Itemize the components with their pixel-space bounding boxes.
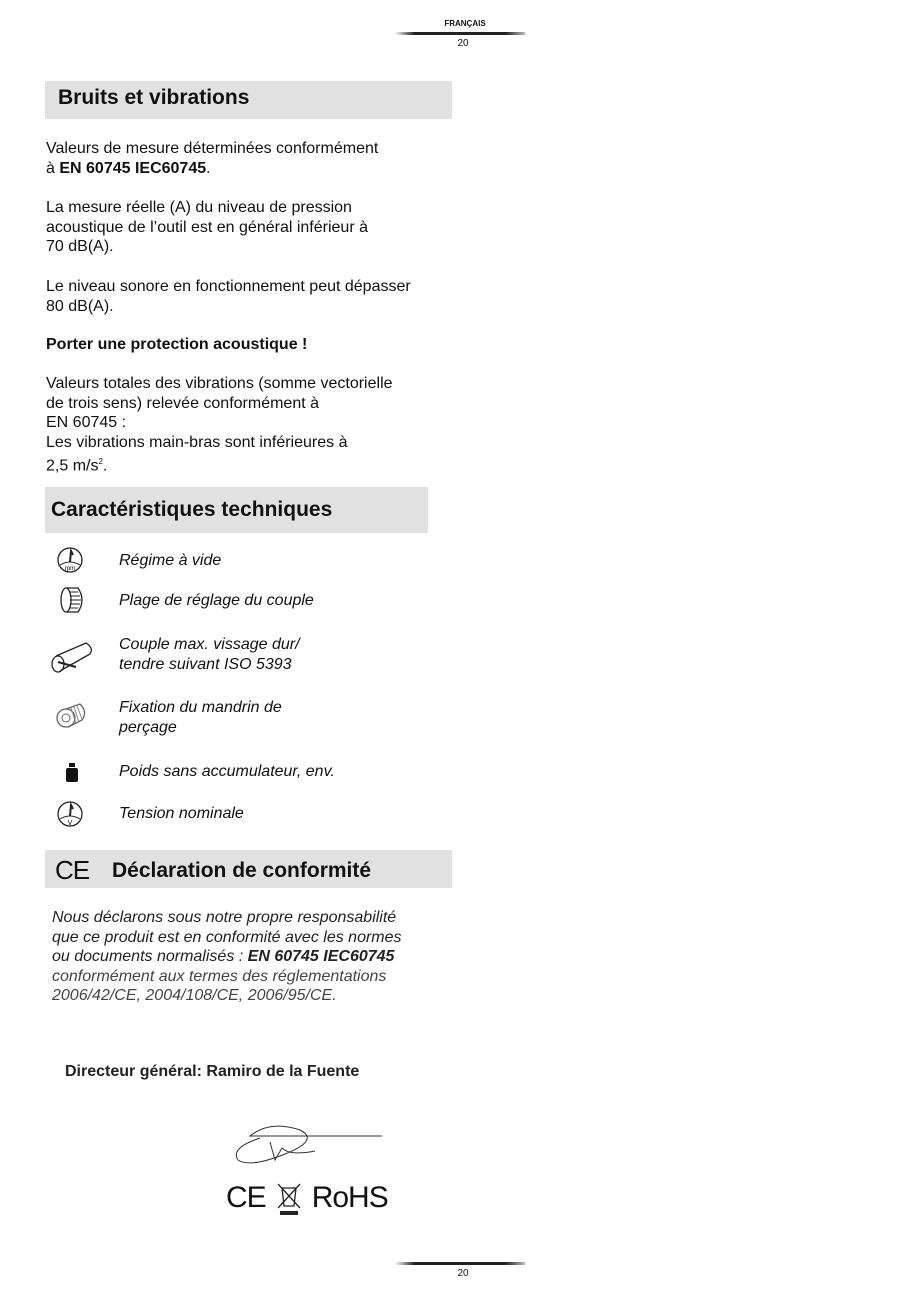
spec-label-voltage: Tension nominale [119, 805, 244, 822]
header-rule [395, 32, 525, 35]
pressure-paragraph: La mesure réelle (A) du niveau de pression acoustique de l’outil est en général inférieur à 70 dB(A). [46, 199, 368, 255]
language-label: FRANÇAIS [444, 19, 486, 28]
screw-torque-icon [50, 640, 94, 679]
ce-mark: CE [226, 1181, 266, 1214]
footer-rule [395, 1262, 525, 1265]
rohs-mark: RoHS [311, 1181, 388, 1214]
section-title-conformity: Déclaration de conformité [112, 859, 372, 882]
director-signature [230, 1118, 390, 1173]
page-number-bottom: 20 [457, 1268, 469, 1279]
spec-label-max-torque: Couple max. vissage dur/ tendre suivant ISO 5393 [119, 636, 300, 673]
section-header-conformity [45, 850, 452, 888]
spec-label-chuck: Fixation du mandrin de perçage [119, 699, 282, 736]
section-title-noise: Bruits et vibrations [45, 81, 452, 119]
drill-chuck-icon [54, 700, 88, 735]
weight-icon [66, 763, 78, 783]
torque-collar-icon [56, 586, 90, 621]
page-number-top: 20 [457, 38, 469, 49]
hearing-protection-warning: Porter une protection acoustique ! [46, 336, 308, 353]
svg-text:rpm: rpm [64, 566, 76, 572]
rpm-gauge-icon [56, 546, 90, 581]
svg-text:V: V [67, 820, 73, 827]
weee-crossed-bin-icon [276, 1180, 302, 1216]
certification-marks [226, 1178, 388, 1218]
spec-label-no-load-speed: Régime à vide [119, 552, 222, 569]
spec-label-torque-range: Plage de réglage du couple [119, 592, 314, 609]
measure-paragraph: Valeurs de mesure déterminées conformément à EN 60745 IEC60745. [46, 140, 379, 177]
vibration-paragraph: Valeurs totales des vibrations (somme vectorielle de trois sens) relevée conformément à EN 60745 : Les vibrations main-bras sont inférieures à 2,5 $m/s^2$. [46, 375, 393, 475]
section-title-specs: Caractéristiques techniques [45, 487, 428, 533]
voltage-gauge-icon [56, 800, 90, 835]
conformity-declaration: Nous déclarons sous notre propre responsabilité que ce produit est en conformité avec les normes ou documents normalisés : EN 60745 IEC60745 conformément aux termes des réglementations 2006/42/CE, 2004/108/CE, 2006/95/CE. [52, 909, 402, 1004]
sound-level-paragraph: Le niveau sonore en fonctionnement peut dépasser 80 dB(A). [46, 278, 411, 315]
spec-label-weight: Poids sans accumulateur, env. [119, 763, 335, 780]
ce-mark-logo: CE [55, 855, 90, 885]
director-name: Directeur général: Ramiro de la Fuente [65, 1063, 360, 1080]
